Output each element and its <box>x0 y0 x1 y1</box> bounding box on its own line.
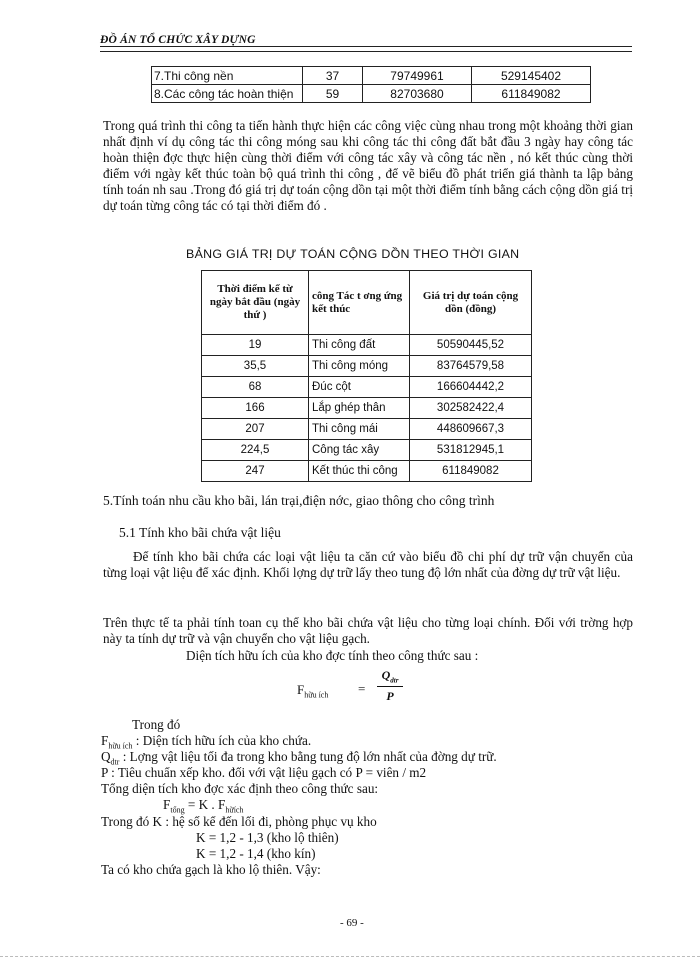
table-row <box>202 335 532 356</box>
definition-k: Trong đó K : hệ số kể đến lối đi, phòng phục vụ kho <box>101 814 377 829</box>
table-cell: 82703680 <box>363 85 472 103</box>
table-cell: 59 <box>303 85 363 103</box>
where-label: Trong đó <box>132 717 181 732</box>
table-cell: Thi công đất <box>309 335 410 356</box>
page-number: - 69 - <box>340 917 364 929</box>
table-cell: 531812945,1 <box>410 440 532 461</box>
table-cell: 19 <box>202 335 309 356</box>
total-area-intro: Tổng diện tích kho đợc xác định theo công thức sau: <box>101 781 379 796</box>
subsection-title: 5.1 Tính kho bãi chứa vật liệu <box>119 525 281 540</box>
column-header-task: công Tác t ơng ứng kết thúc <box>309 271 410 335</box>
cumulative-cost-table <box>201 270 532 482</box>
k-closed-storage: K = 1,2 - 1,4 (kho kín) <box>196 846 316 861</box>
table-row <box>152 85 591 103</box>
table-cell: Kết thúc thi công <box>309 461 410 482</box>
table-cell: 166604442,2 <box>410 377 532 398</box>
table-cell: Công tác xây <box>309 440 410 461</box>
table-cell: Lắp ghép thân <box>309 398 410 419</box>
table-cell: 611849082 <box>472 85 591 103</box>
table-cell: 37 <box>303 67 363 85</box>
cumulative-table-title: BẢNG GIÁ TRỊ DỰ TOÁN CỘNG DỒN THEO THỜI GIAN <box>186 247 520 261</box>
table-cell: Thi công mái <box>309 419 410 440</box>
column-header-time: Thời điểm kể từ ngày bắt đầu (ngày thứ ) <box>202 271 309 335</box>
table-cell: 8.Các công tác hoàn thiện <box>152 85 303 103</box>
table-cell: 224,5 <box>202 440 309 461</box>
table-cell: 35,5 <box>202 356 309 377</box>
definition-p: P : Tiêu chuẩn xếp kho. đối với vật liệu gạch có P = viên / m2 <box>101 765 427 780</box>
formula-denominator: P <box>386 689 394 704</box>
definition-q: $Q_{dtr}$ : Lợng vật liệu tối đa trong kho bằng tung độ lớn nhất của đờng dự trữ. <box>101 749 497 767</box>
header-rule <box>100 46 632 52</box>
table-cell: 302582422,4 <box>410 398 532 419</box>
table-cell: 611849082 <box>410 461 532 482</box>
formula-numerator: $Q_{dtr}$ <box>377 668 403 687</box>
table-cell: Đúc cột <box>309 377 410 398</box>
intro-paragraph: Trong quá trình thi công ta tiến hành thực hiện các công việc cùng nhau trong một khoảng thời gian nhất định ví dụ công tác thi công móng sau khi công tác thi công đất bắt đầu 3 ngày hay công tác hoàn thiện đợc thực hiện cùng thời điểm với công tác xây và công tác nền , nó kết thúc cùng thời điểm với ngày kết thúc toàn bộ quá trình thi công , để vẽ biểu đồ phát triển giá thành ta lập bảng tính toán nh sau .Trong đó giá trị dự toán cộng dồn tại một thời điểm tính bằng cách cộng dồn giá trị dự toán từng công tác có tại thời điểm đó . <box>103 118 633 213</box>
column-header-value: Giá trị dự toán cộng dồn (đồng) <box>410 271 532 335</box>
table-row <box>152 67 591 85</box>
formula-intro: Diện tích hữu ích của kho đợc tính theo công thức sau : <box>186 648 479 663</box>
table-row <box>202 419 532 440</box>
table-cell: 68 <box>202 377 309 398</box>
formula-lhs: $F_{hữu ích}$ <box>297 682 329 700</box>
table-cell: 207 <box>202 419 309 440</box>
page-bottom-rule <box>0 956 700 957</box>
table-row <box>202 461 532 482</box>
table-cell: 247 <box>202 461 309 482</box>
table-row <box>202 377 532 398</box>
conclusion-line: Ta có kho chứa gạch là kho lộ thiên. Vậy: <box>101 862 321 877</box>
table-cell: 7.Thi công nền <box>152 67 303 85</box>
cost-summary-table <box>151 66 591 103</box>
storage-paragraph-1: Để tính kho bãi chứa các loại vật liệu ta căn cứ vào biểu đồ chi phí dự trữ vận chuyển của từng loại vật liệu để xác định. Khối lợng dự trữ lấy theo tung độ lớn nhất của đờng dự trữ vật liệu. <box>103 549 633 580</box>
table-row <box>202 440 532 461</box>
table-cell: Thi công móng <box>309 356 410 377</box>
table-row <box>202 356 532 377</box>
table-cell: 50590445,52 <box>410 335 532 356</box>
document-header: ĐỒ ÁN TỔ CHỨC XÂY DỰNG <box>100 34 256 46</box>
table-cell: 79749961 <box>363 67 472 85</box>
formula-equals: = <box>358 681 366 696</box>
table-row <box>202 398 532 419</box>
total-area-formula: $F_{tổng} = K$ . $F_{hữích}$ <box>163 797 244 815</box>
section-title: 5.Tính toán nhu cầu kho bãi, lán trại,điện nớc, giao thông cho công trình <box>103 493 495 508</box>
storage-paragraph-2: Trên thực tế ta phải tính toan cụ thể kho bãi chứa vật liệu cho từng loại chính. Đối với trờng hợp này ta tính dự trữ và vận chuyển cho vật liệu gạch. <box>103 615 633 646</box>
definition-f: $F_{hữu ích}$ : Diện tích hữu ích của kho chứa. <box>101 733 312 751</box>
formula-fraction <box>377 668 403 704</box>
k-open-storage: K = 1,2 - 1,3 (kho lộ thiên) <box>196 830 339 845</box>
table-header-row <box>202 271 532 335</box>
table-cell: 166 <box>202 398 309 419</box>
table-cell: 448609667,3 <box>410 419 532 440</box>
table-cell: 529145402 <box>472 67 591 85</box>
table-cell: 83764579,58 <box>410 356 532 377</box>
